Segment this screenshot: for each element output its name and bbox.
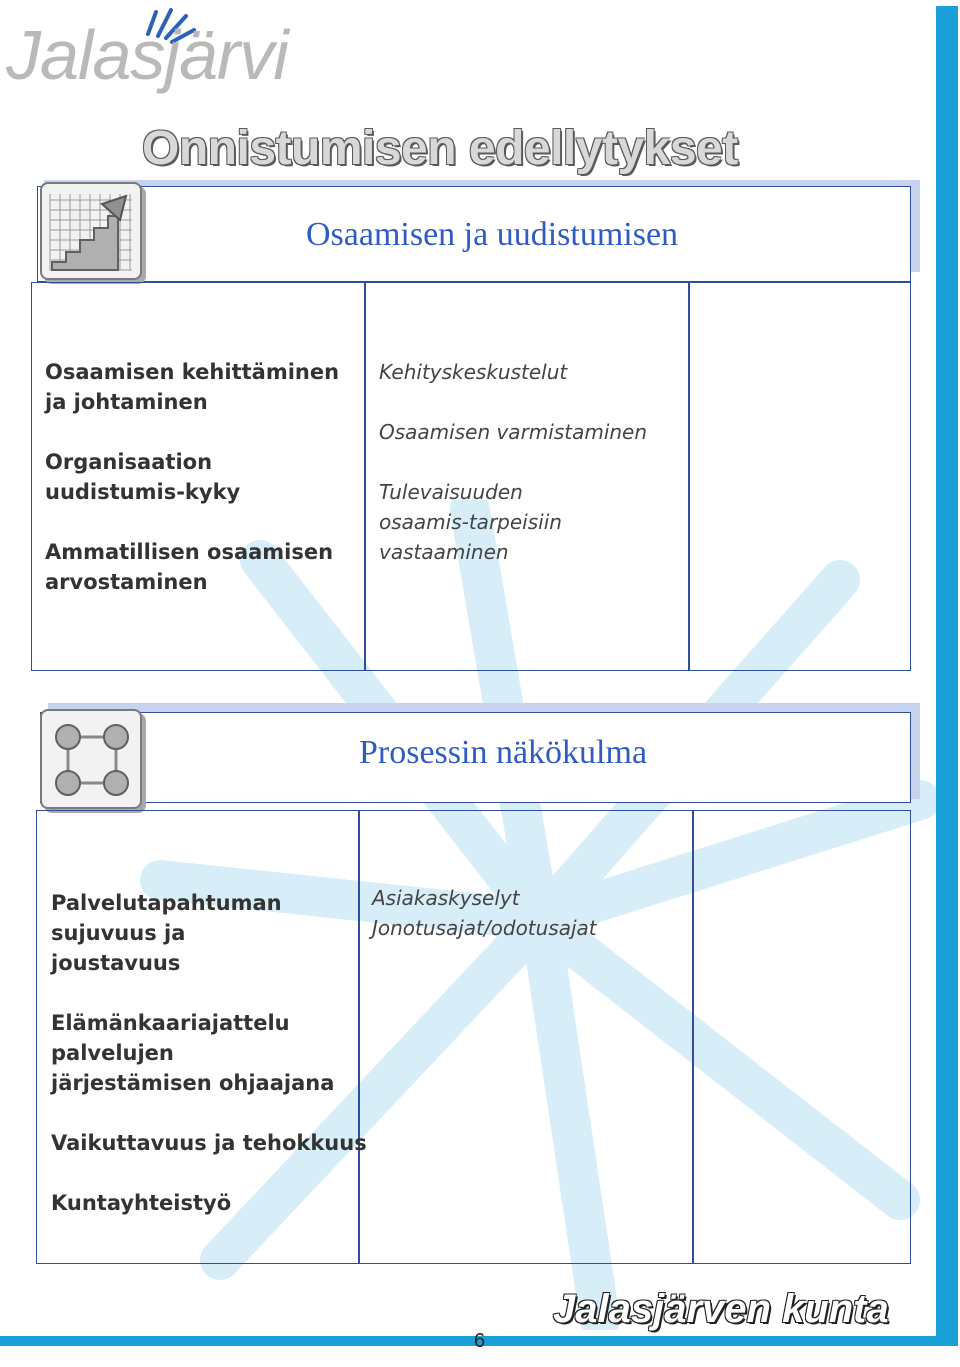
section1-middle-item: Kehityskeskustelut [379, 360, 568, 384]
jalasjarvi-logo [6, 4, 288, 126]
section2-middle-item: Asiakaskyselyt [372, 886, 520, 910]
section1-middle-column [379, 357, 679, 597]
section1-col-divider-2 [688, 282, 690, 671]
page-title: Onnistumisen edellytykset [142, 122, 738, 175]
section2-left-column [51, 888, 367, 1248]
page-number: 6 [474, 1330, 486, 1352]
process-cycle-icon [40, 709, 142, 809]
section1-left-item: Osaamisen kehittäminen ja johtaminen [45, 360, 340, 414]
section2-middle-item: Jonotusajat/odotusajat [372, 916, 597, 940]
section2-middle-column [372, 883, 687, 943]
section2-left-item: Palvelutapahtuman sujuvuus ja joustavuus [51, 891, 282, 975]
section2-heading: Prosessin näkökulma [359, 734, 648, 771]
section2-col-divider-2 [692, 810, 694, 1264]
section2-left-item: Elämänkaariajattelu palvelujen järjestämisen ohjaajana [51, 1011, 335, 1095]
footer-org-name: Jalasjärven kunta [553, 1287, 889, 1331]
section1-heading: Osaamisen ja uudistumisen [306, 216, 679, 253]
logo-text: Jalasjärvi [6, 16, 288, 94]
stairs-chart-icon [40, 182, 142, 280]
section2-left-item: Vaikuttavuus ja tehokkuus [51, 1131, 367, 1155]
section1-left-item: Organisaation uudistumis-kyky [45, 450, 241, 504]
section2-left-item: Kuntayhteistyö [51, 1191, 232, 1215]
section1-left-item: Ammatillisen osaamisen arvostaminen [45, 540, 334, 594]
section1-left-column [45, 357, 365, 627]
section1-middle-item: Osaamisen varmistaminen [379, 420, 648, 444]
section1-middle-item: Tulevaisuuden osaamis-tarpeisiin vastaaminen [379, 480, 562, 564]
